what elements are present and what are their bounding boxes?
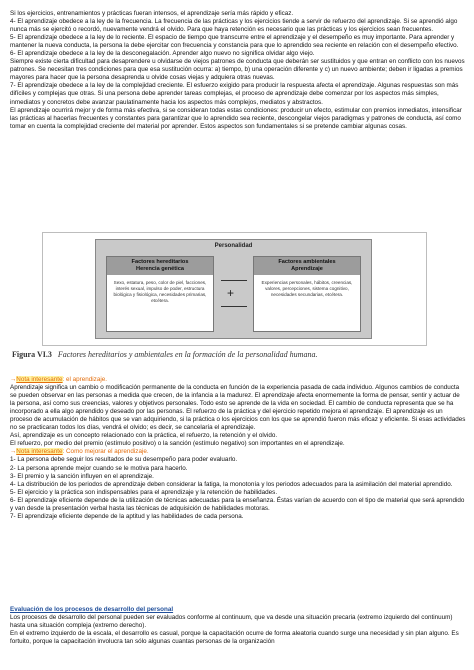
paragraph-condiciones: El aprendizaje ocurrirá mejor y de forma más efectiva, si se consideran todas estas condiciones: producir un efecto, estimular con premios inmediatos, intensificar las prácticas al hacerlas frecuentes y constantes para garantizar que lo aprendido sea reciente, descongelar viejos paradigmas y patrones de conducta, así como tomar en cuenta la complejidad creciente del material por aprender. Estos aspectos son fundamentales si se pretende cambiar algunas cosas.	[10, 106, 462, 130]
figure-connector-bottom	[221, 306, 247, 307]
paragraph-ley-reciente: 5- El aprendizaje obedece a la ley de lo reciente. El espacio de tiempo que transcurre entre el aprendizaje y el desempeño es muy importante. Para aprender y mantener la nueva conducta, la persona la debe ejercitar con frecuencia y constancia para que lo aprendido sea reciente en relación con el desempeño efectivo.	[10, 34, 459, 50]
figure-caption-text: Factores hereditarios y ambientales en la formación de la personalidad humana.	[57, 350, 318, 359]
hereditary-factors-box	[106, 256, 214, 332]
paragraph-aprendizaje-definicion: Aprendizaje significa un cambio o modificación permanente de la conducta en función de la experiencia pasada de cada individuo. Algunos cambios de conducta se pueden observar en las personas a medida que crecen, de la infancia a la madurez. El aprendizaje afecta enormemente la forma de pensar, sentir y actuar de la persona, así como sus creencias, valores y objetivos personales. Todo esto se aprende de la vida en sociedad. El cambio de conducta representa que se ha incorporado a ella algo aprendido y deseado por las personas. El refuerzo de la práctica y del ejercicio repetido mejora el aprendizaje. El aprendizaje es un proceso de acumulación de hábitos que se van adquiriendo, si la práctica o los ejercicios con los que se aprendió fueron más eficaz y eficiente. Si esas actividades no se practicaran todos los días, vendrá el olvido; es decir, se cancelaría el aprendizaje.	[10, 384, 466, 432]
paragraph-evaluacion-continuum: Los procesos de desarrollo del personal pueden ser evaluados conforme al continuum, que va desde una situación precaria (extremo izquierdo del continuum) hasta una situación compleja (extremo derecho).	[10, 614, 453, 630]
hereditary-heading-line-2: Herencia genética	[136, 266, 184, 272]
paragraph-aprendizaje-concepto: Así, aprendizaje es un concepto relacionado con la práctica, el refuerzo, la retención y el olvido.	[10, 432, 278, 440]
list-item: 4- La distribución de los periodos de aprendizaje deben considerar la fatiga, la monotonía y los periodos adecuados para la asimilación del material aprendido.	[10, 480, 453, 488]
nota-interesante-label: Nota interesante	[16, 376, 63, 383]
hereditary-factors-heading	[107, 257, 213, 275]
hereditary-factors-text: Sexo, estatura, peso, color de piel, facciones, interés sexual, impulso de poder, estructura biológica y fisiológica, necesidades primarias, etcétera.	[113, 280, 207, 303]
paragraph-ley-desconegalacion: 6- El aprendizaje obedece a la ley de la desconegalación. Aprender algo nuevo no significa olvidar algo viejo.	[10, 50, 315, 58]
arrow-icon: →	[10, 448, 17, 456]
paragraph-evaluacion-extremo: En el extremo izquierdo de la escala, el desarrollo es casual, porque la capacitación ocurre de forma aleatoria cuando surge una necesidad y sin plan alguno. Es fortuito, porque la capacitación involucra tan sólo algunas cuantas personas de la organización	[10, 630, 459, 646]
environmental-factors-box	[253, 256, 361, 332]
paragraph-ley-frecuencia: 4- El aprendizaje obedece a la ley de la frecuencia. La frecuencia de las prácticas y los ejercicios tiende a servir de refuerzo del aprendizaje. Si se aprendió algo nunca más se ejercitó o recordó, nuevamente vendrá el olvido. Para que haya retención es necesario que las prácticas y los ejercicios sean frecuentes.	[10, 18, 458, 34]
top-text-block	[10, 10, 466, 131]
paragraph-dificultad: Siempre existe cierta dificultad para desaprendere u olvidarse de viejos patrones de conducta que deberán ser sustituidos y que entran en conflicto con los nuevos patrones. Se necesitan tres condiciones para que esa sustitución ocurra: a) tiempo, b) una operación diferente y c) un nuevo ambiente; deben ir ligadas a premios mayores para hacer que la persona desaprenda u olvide cosas viejas y adquiera otras nuevas.	[10, 58, 465, 82]
aprendizaje-subheading-text: : el aprendizaje.	[62, 376, 107, 383]
mejorar-subheading-text: : Como mejorar el aprendizaje.	[62, 448, 149, 456]
figure-connector-top	[221, 280, 247, 281]
figure-caption	[12, 350, 452, 359]
list-item: 7- El aprendizaje eficiente depende de la aptitud y las habilidades de cada persona.	[10, 512, 244, 520]
evaluacion-section	[10, 606, 466, 646]
evaluacion-title: Evaluación de los procesos de desarrollo del personal	[10, 606, 174, 613]
paragraph-ley-complejidad: 7- El aprendizaje obedece a la ley de la complejidad creciente. El esfuerzo exigido para producir la respuesta afecta el aprendizaje. Algunas respuestas son más difíciles y complejas que otras. Si una persona debe aprender tareas complejas, el proceso de aprendizaje debe comenzar por los aspectos más simples, inmediatos y concretos debe avanzar paulatinamente hacia los aspectos más complejos, mediatos y abstractos.	[10, 82, 459, 106]
environmental-factors-text: Experiencias personales, hábitos, creencias, valores, percepciones, sistema cognitivo, necesidades secundarias, etcétera.	[261, 280, 353, 297]
personality-figure	[42, 232, 427, 346]
mejorar-subheading	[10, 448, 466, 456]
paragraph-aprendizaje-refuerzo: El refuerzo, por medio del premio (estímulo positivo) o la sanción (estímulo negativo) son importantes en el aprendizaje.	[10, 440, 345, 448]
figure-diagram	[95, 239, 372, 339]
aprendizaje-subheading	[10, 376, 466, 384]
list-item: 3- El premio y la sanción influyen en el aprendizaje.	[10, 472, 154, 480]
list-item: 5- El ejercicio y la práctica son indispensables para el aprendizaje y la retención de habilidades.	[10, 488, 278, 496]
nota-interesante-label: Nota interesante	[16, 448, 63, 456]
environmental-heading-line-1: Factores ambientales	[278, 259, 336, 265]
list-item: 1- La persona debe seguir los resultados de su desempeño para poder evaluarlo.	[10, 456, 238, 464]
figure-caption-number: Figura VI.3	[12, 350, 52, 359]
hereditary-heading-line-1: Factores hereditarios	[131, 259, 189, 265]
environmental-heading-line-2: Aprendizaje	[291, 266, 323, 272]
environmental-factors-heading	[254, 257, 360, 275]
figure-plus-sign: +	[227, 286, 235, 300]
paragraph-intensidad: Si los ejercicios, entrenamientos y prácticas fueran intensos, el aprendizaje sería más rápido y eficaz.	[10, 10, 294, 17]
arrow-icon: →	[10, 376, 17, 383]
list-item: 6- El aprendizaje eficiente depende de la utilización de técnicas adecuadas para la enseñanza. Éstas varían de acuerdo con el tipo de material que será aprendido y van desde la presentación verbal hasta las técnicas de adquisición de habilidades motoras.	[10, 496, 465, 512]
aprendizaje-section	[10, 376, 466, 521]
figure-title: Personalidad	[214, 243, 253, 249]
list-item: 2- La persona aprende mejor cuando se le motiva para hacerlo.	[10, 464, 188, 472]
